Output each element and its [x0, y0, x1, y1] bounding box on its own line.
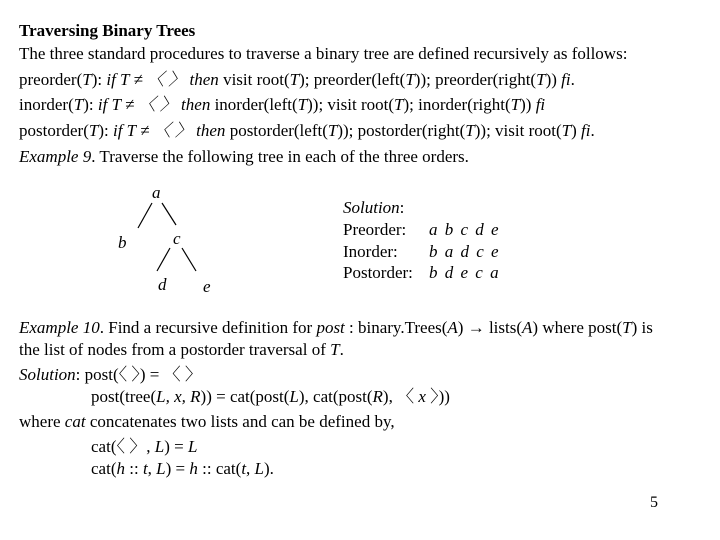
example-9-label: Example 9 [19, 147, 92, 166]
tree-node-b: b [118, 233, 127, 252]
page-number: 5 [650, 494, 658, 511]
page-title: Traversing Binary Trees [19, 21, 196, 40]
cat-definition-1: cat(〈 〉, L) = L [91, 437, 198, 456]
postorder-name: Postorder: [343, 263, 413, 282]
intro-text: The three standard procedures to traverse a binary tree are defined recursively as follows: [19, 44, 628, 63]
cat-definition-2: cat(h :: t, L) = h :: cat(t, L). [91, 459, 274, 478]
edge-c-e [182, 248, 196, 271]
edge-c-d [157, 248, 170, 271]
postorder-sequence: b d e c a [429, 263, 501, 282]
preorder-name: Preorder: [343, 220, 407, 239]
edge-a-c [162, 203, 176, 225]
inorder-definition: inorder(T): if T ≠ 〈 〉 then inorder(left(T)); visit root(T); inorder(right(T)) fi [19, 95, 546, 114]
example-10-line-2: the list of nodes from a postorder traversal of T. [19, 340, 344, 359]
postorder-definition: postorder(T): if T ≠ 〈 〉 then postorder(left(T)); postorder(right(T)); visit root(T) fi. [19, 121, 595, 140]
example-9-line: Example 9. Traverse the following tree in each of the three orders. [19, 147, 469, 166]
tree-node-c: c [173, 229, 181, 248]
example-10-line-1: Example 10. Find a recursive definition for post : binary.Trees(A) → lists(A) where post(T) is [19, 318, 653, 337]
tree-node-a: a [152, 183, 161, 202]
solution-2-line-1: Solution: post(〈 〉) = 〈 〉 [19, 365, 202, 384]
solution-2-line-2: post(tree(L, x, R)) = cat(post(L), cat(post(R), 〈 x 〉)) [91, 387, 450, 406]
edge-a-b [138, 203, 152, 228]
solution-1-label: Solution: [343, 198, 405, 217]
preorder-sequence: a b c d e [429, 220, 501, 239]
preorder-definition: preorder(T): if T ≠ 〈 〉 then visit root(T); preorder(left(T)); preorder(right(T)) fi. [19, 70, 575, 89]
where-line: where cat concatenates two lists and can be defined by, [19, 412, 395, 431]
tree-node-d: d [158, 275, 167, 294]
inorder-sequence: b a d c e [429, 242, 501, 261]
tree-node-e: e [203, 277, 211, 296]
inorder-name: Inorder: [343, 242, 398, 261]
